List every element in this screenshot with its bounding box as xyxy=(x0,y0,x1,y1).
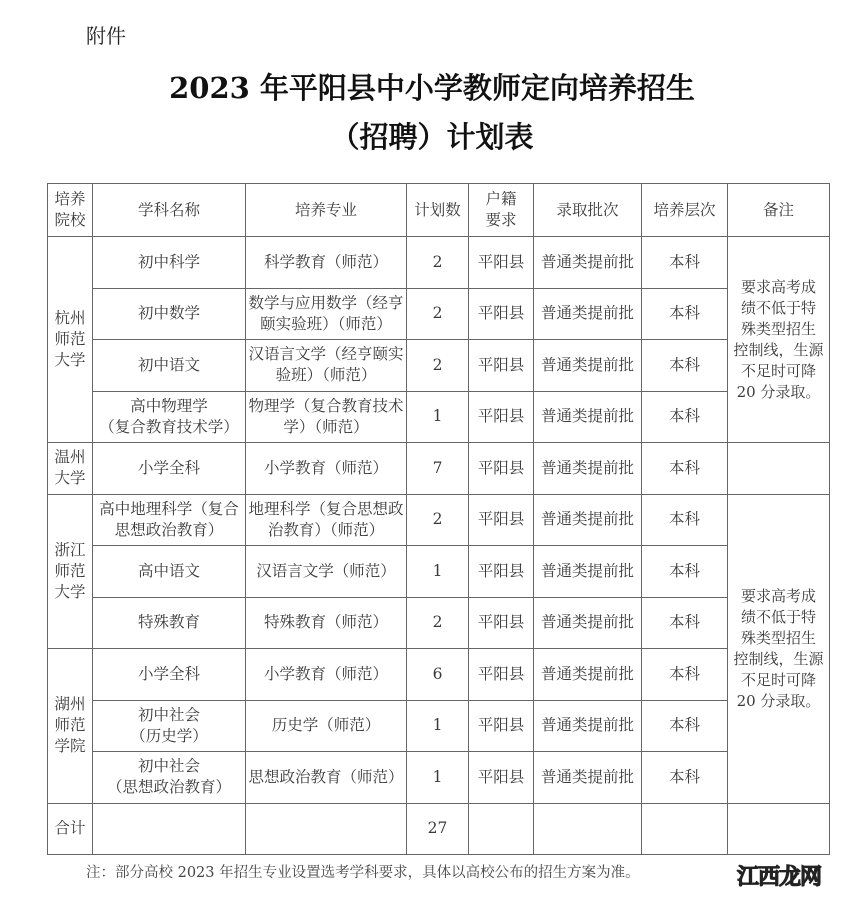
table-row xyxy=(48,700,830,752)
remark-cell: 要求高考成 绩不低于特 殊类型招生 控制线，生源 不足时可降 20 分录取。 xyxy=(728,494,830,803)
empty-cell xyxy=(469,803,534,855)
subject-cell: 高中地理科学（复合 思想政治教育） xyxy=(93,494,246,546)
residence-cell: 平阳县 xyxy=(469,649,534,701)
level-cell: 本科 xyxy=(642,649,728,701)
subject-cell: 高中物理学 （复合教育技术学） xyxy=(93,391,246,443)
table-row xyxy=(48,546,830,598)
col-header-major: 培养专业 xyxy=(246,184,407,237)
col-header-count: 计划数 xyxy=(407,184,469,237)
col-header-subject: 学科名称 xyxy=(93,184,246,237)
major-cell: 数学与应用数学（经亨 颐实验班）（师范） xyxy=(246,288,407,340)
school-cell: 浙江 师范 大学 xyxy=(48,494,93,649)
batch-cell: 普通类提前批 xyxy=(534,340,642,392)
col-header-residence: 户籍 要求 xyxy=(469,184,534,237)
document-title: 2023 年平阳县中小学教师定向培养招生 xyxy=(169,71,695,105)
subject-cell: 初中社会 （历史学） xyxy=(93,700,246,752)
level-cell: 本科 xyxy=(642,237,728,289)
subject-cell: 初中科学 xyxy=(93,237,246,289)
total-label: 合计 xyxy=(48,803,93,855)
subject-cell: 初中社会 （思想政治教育） xyxy=(93,752,246,804)
residence-cell: 平阳县 xyxy=(469,700,534,752)
count-cell: 1 xyxy=(407,391,469,443)
major-cell: 特殊教育（师范） xyxy=(246,597,407,649)
count-cell: 2 xyxy=(407,237,469,289)
empty-cell xyxy=(728,803,830,855)
batch-cell: 普通类提前批 xyxy=(534,237,642,289)
major-cell: 小学教育（师范） xyxy=(246,443,407,495)
count-cell: 2 xyxy=(407,340,469,392)
residence-cell: 平阳县 xyxy=(469,443,534,495)
batch-cell: 普通类提前批 xyxy=(534,752,642,804)
empty-cell xyxy=(93,803,246,855)
residence-cell: 平阳县 xyxy=(469,391,534,443)
level-cell: 本科 xyxy=(642,391,728,443)
residence-cell: 平阳县 xyxy=(469,340,534,392)
count-cell: 7 xyxy=(407,443,469,495)
major-cell: 思想政治教育（师范） xyxy=(246,752,407,804)
document-subtitle: （招聘）计划表 xyxy=(330,120,534,154)
level-cell: 本科 xyxy=(642,340,728,392)
table-row xyxy=(48,494,830,546)
residence-cell: 平阳县 xyxy=(469,752,534,804)
table-row xyxy=(48,391,830,443)
major-cell: 科学教育（师范） xyxy=(246,237,407,289)
recruitment-plan-table xyxy=(47,183,830,855)
major-cell: 小学教育（师范） xyxy=(246,649,407,701)
batch-cell: 普通类提前批 xyxy=(534,288,642,340)
school-cell: 温州 大学 xyxy=(48,443,93,495)
major-cell: 物理学（复合教育技术 学）（师范） xyxy=(246,391,407,443)
table-row xyxy=(48,237,830,289)
subject-cell: 小学全科 xyxy=(93,443,246,495)
count-cell: 2 xyxy=(407,597,469,649)
col-header-batch: 录取批次 xyxy=(534,184,642,237)
empty-cell xyxy=(534,803,642,855)
major-cell: 地理科学（复合思想政 治教育）（师范） xyxy=(246,494,407,546)
footnote: 注：部分高校 2023 年招生专业设置选考学科要求，具体以高校公布的招生方案为准。 xyxy=(86,865,640,881)
table-row xyxy=(48,340,830,392)
level-cell: 本科 xyxy=(642,443,728,495)
school-cell: 杭州 师范 大学 xyxy=(48,237,93,443)
table-row xyxy=(48,649,830,701)
empty-cell xyxy=(246,803,407,855)
count-cell: 1 xyxy=(407,752,469,804)
total-count: 27 xyxy=(407,803,469,855)
count-cell: 2 xyxy=(407,494,469,546)
batch-cell: 普通类提前批 xyxy=(534,700,642,752)
attachment-label: 附件 xyxy=(86,24,126,48)
empty-cell xyxy=(642,803,728,855)
level-cell: 本科 xyxy=(642,597,728,649)
count-cell: 1 xyxy=(407,546,469,598)
remark-cell xyxy=(728,443,830,495)
table-row xyxy=(48,597,830,649)
subject-cell: 初中数学 xyxy=(93,288,246,340)
table-body xyxy=(48,184,830,855)
watermark-logo: 江西龙网 xyxy=(737,865,822,890)
table-row xyxy=(48,443,830,495)
batch-cell: 普通类提前批 xyxy=(534,494,642,546)
batch-cell: 普通类提前批 xyxy=(534,649,642,701)
level-cell: 本科 xyxy=(642,700,728,752)
subject-cell: 特殊教育 xyxy=(93,597,246,649)
residence-cell: 平阳县 xyxy=(469,546,534,598)
major-cell: 历史学（师范） xyxy=(246,700,407,752)
subject-cell: 初中语文 xyxy=(93,340,246,392)
residence-cell: 平阳县 xyxy=(469,494,534,546)
subject-cell: 高中语文 xyxy=(93,546,246,598)
major-cell: 汉语言文学（师范） xyxy=(246,546,407,598)
table-row xyxy=(48,288,830,340)
residence-cell: 平阳县 xyxy=(469,237,534,289)
batch-cell: 普通类提前批 xyxy=(534,546,642,598)
total-row xyxy=(48,803,830,855)
level-cell: 本科 xyxy=(642,288,728,340)
remark-cell: 要求高考成 绩不低于特 殊类型招生 控制线，生源 不足时可降 20 分录取。 xyxy=(728,237,830,443)
batch-cell: 普通类提前批 xyxy=(534,443,642,495)
batch-cell: 普通类提前批 xyxy=(534,391,642,443)
subject-cell: 小学全科 xyxy=(93,649,246,701)
residence-cell: 平阳县 xyxy=(469,597,534,649)
col-header-school: 培养 院校 xyxy=(48,184,93,237)
level-cell: 本科 xyxy=(642,752,728,804)
major-cell: 汉语言文学（经亨颐实 验班）（师范） xyxy=(246,340,407,392)
school-cell: 湖州 师范 学院 xyxy=(48,649,93,804)
count-cell: 6 xyxy=(407,649,469,701)
level-cell: 本科 xyxy=(642,546,728,598)
col-header-remark: 备注 xyxy=(728,184,830,237)
header-row xyxy=(48,184,830,237)
batch-cell: 普通类提前批 xyxy=(534,597,642,649)
col-header-level: 培养层次 xyxy=(642,184,728,237)
table-row xyxy=(48,752,830,804)
level-cell: 本科 xyxy=(642,494,728,546)
count-cell: 2 xyxy=(407,288,469,340)
residence-cell: 平阳县 xyxy=(469,288,534,340)
count-cell: 1 xyxy=(407,700,469,752)
